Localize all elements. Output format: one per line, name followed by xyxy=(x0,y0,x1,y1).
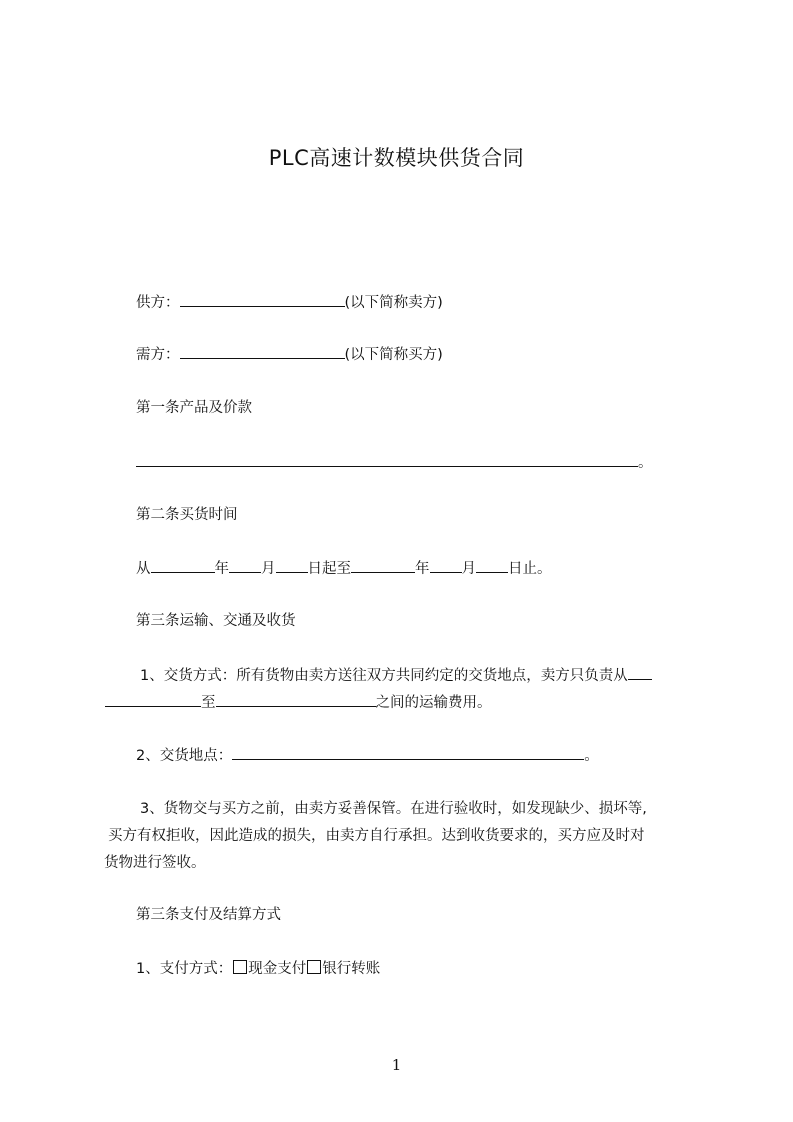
delivery-from-blank-part2 xyxy=(105,692,201,707)
article1-heading: 第一条产品及价款 xyxy=(136,400,252,416)
period-line xyxy=(136,558,552,579)
supplier-suffix: (以下简称卖方) xyxy=(344,295,443,311)
end-day-blank xyxy=(476,558,508,573)
delivery-place-line xyxy=(136,745,599,766)
delivery-cost: 之间的运输费用。 xyxy=(375,695,492,711)
delivery-method-text: 1、交货方式：所有货物由卖方送往双方共同约定的交货地点，卖方只负责从 xyxy=(140,668,628,684)
period-month-2: 月 xyxy=(461,561,476,577)
start-year-blank xyxy=(151,558,215,573)
period-year: 年 xyxy=(214,561,229,577)
start-month-blank xyxy=(229,558,261,573)
document-title: PLC高速计数模块供货合同 xyxy=(268,146,525,170)
period-day-to: 日止。 xyxy=(508,561,552,577)
delivery-place-end: 。 xyxy=(584,748,599,764)
article1-blank xyxy=(136,452,638,467)
payment-heading: 第三条支付及结算方式 xyxy=(136,907,281,923)
delivery-to: 至 xyxy=(201,695,216,711)
cash-checkbox[interactable] xyxy=(233,960,247,974)
delivery-method-line2 xyxy=(105,692,492,713)
payment-label: 1、支付方式： xyxy=(136,961,233,977)
bank-transfer-checkbox[interactable] xyxy=(307,960,321,974)
article1-end: 。 xyxy=(638,455,653,471)
delivery-method-line1 xyxy=(140,665,652,686)
start-day-blank xyxy=(276,558,308,573)
period-month: 月 xyxy=(261,561,276,577)
end-month-blank xyxy=(430,558,462,573)
payment-option-bank: 银行转账 xyxy=(322,961,381,977)
period-from: 从 xyxy=(136,561,151,577)
supplier-label: 供方： xyxy=(136,295,180,311)
article2-heading: 第二条买货时间 xyxy=(136,507,238,523)
supplier-blank xyxy=(180,292,345,307)
article1-blank-line xyxy=(136,452,653,473)
payment-option-cash: 现金支付 xyxy=(248,961,307,977)
period-year-2: 年 xyxy=(415,561,430,577)
delivery-from-blank-part1 xyxy=(628,665,652,680)
item3-line2: 买方有权拒收，因此造成的损失，由卖方自行承担。达到收货要求的，买方应及时对 xyxy=(108,828,645,844)
item3-line1: 3、货物交与买方之前，由卖方妥善保管。在进行验收时，如发现缺少、损坏等, xyxy=(140,801,647,817)
page-number: 1 xyxy=(391,1056,402,1074)
article3-heading: 第三条运输、交通及收货 xyxy=(136,613,296,629)
delivery-place-label: 2、交货地点： xyxy=(136,748,233,764)
period-day-from: 日起至 xyxy=(307,561,351,577)
buyer-suffix: (以下简称买方) xyxy=(344,347,443,363)
buyer-line xyxy=(136,344,443,365)
item3-line3: 货物进行签收。 xyxy=(104,855,206,871)
payment-line xyxy=(136,959,380,979)
buyer-blank xyxy=(180,344,345,359)
buyer-label: 需方： xyxy=(136,347,180,363)
supplier-line xyxy=(136,292,443,313)
end-year-blank xyxy=(351,558,415,573)
delivery-to-blank xyxy=(216,692,376,707)
delivery-place-blank xyxy=(232,745,584,760)
